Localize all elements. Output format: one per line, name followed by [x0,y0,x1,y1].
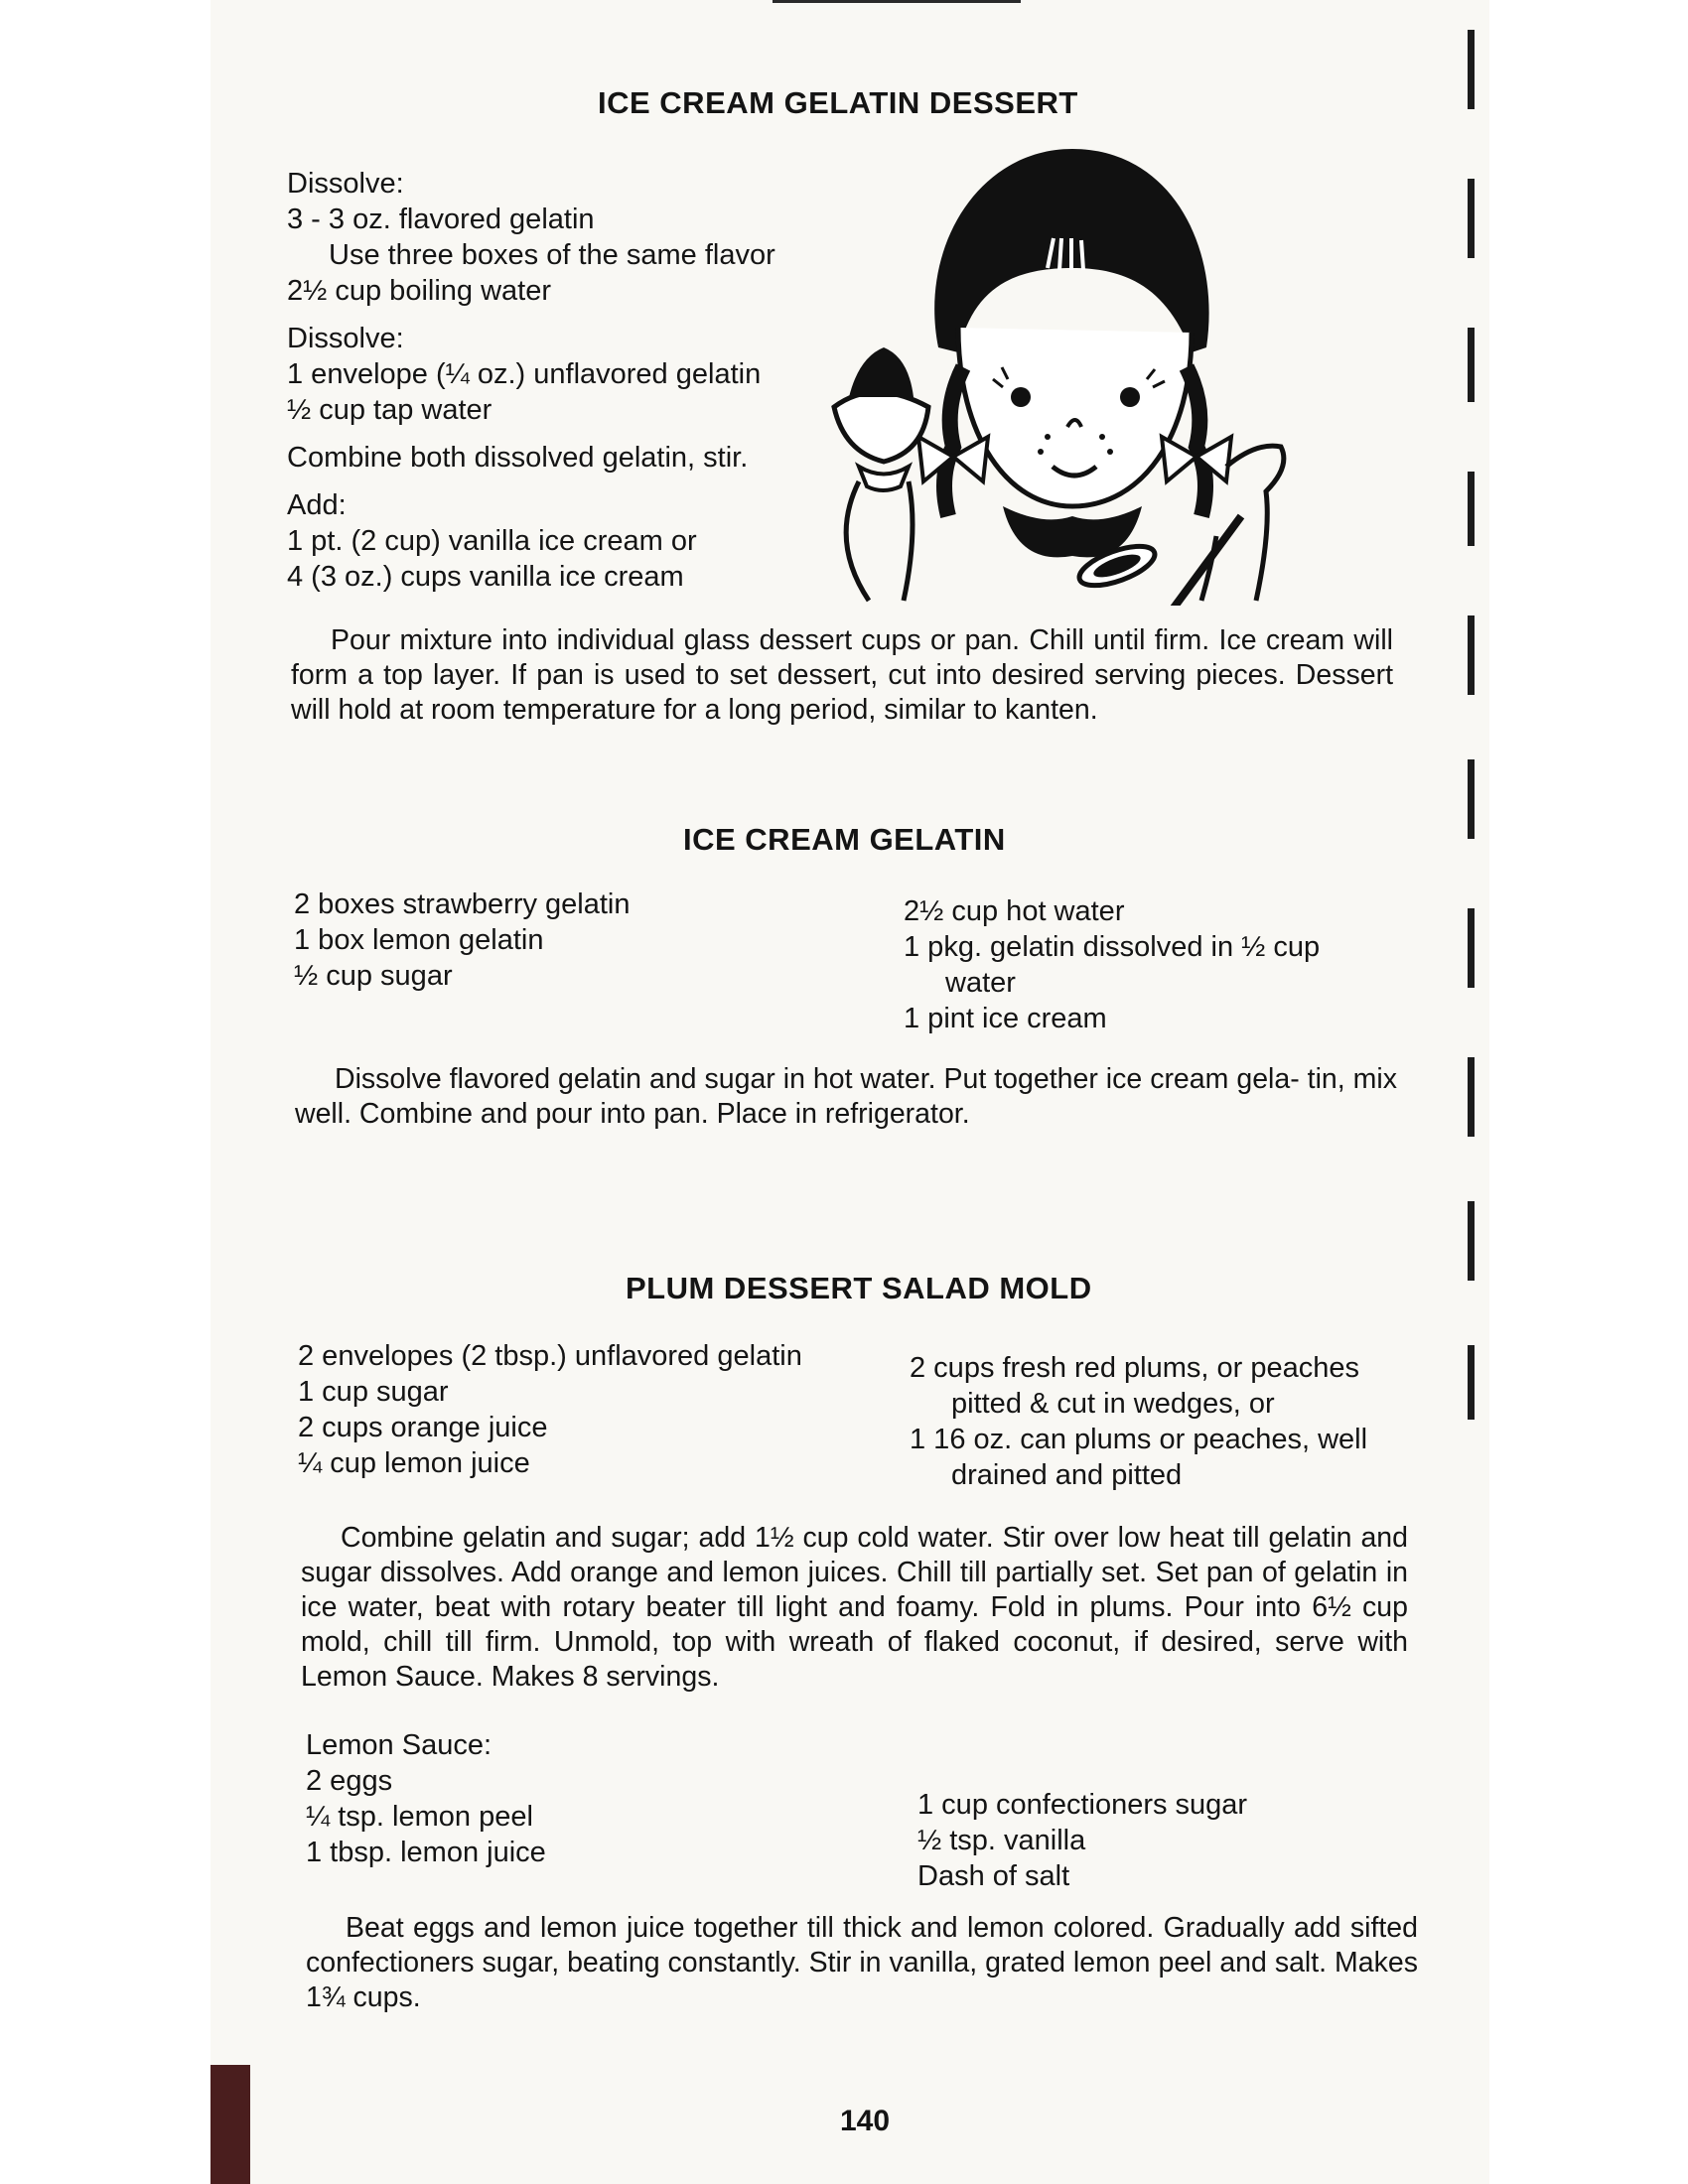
recipe-directions [291,623,1393,728]
ingredient-line: ¼ cup lemon juice [298,1447,530,1479]
recipe-title: PLUM DESSERT SALAD MOLD [626,1271,1092,1305]
ingredient-line: 1 16 oz. can plums or peaches, well [910,1424,1368,1455]
ingredient-line: 2 boxes strawberry gelatin [294,888,631,920]
binding-corner [211,2065,250,2184]
ingredient-line: drained and pitted [951,1459,1183,1491]
ingredient-list-left [294,887,631,994]
ingredient-list [287,166,775,595]
ingredient-line: 1 tbsp. lemon juice [306,1837,546,1868]
ingredient-line: 1 cup sugar [298,1376,449,1408]
ingredient-line: 1 envelope (¼ oz.) unflavored gelatin [287,358,762,390]
index-tab [1468,908,1475,988]
ingredient-line: water [945,967,1016,999]
spacer [287,476,775,487]
recipe-directions [301,1521,1408,1695]
ingredient-line: Dissolve: [287,168,404,200]
recipe-title: ICE CREAM GELATIN DESSERT [598,85,1078,120]
ingredient-line: Lemon Sauce: [306,1729,492,1761]
ingredient-line: Combine both dissolved gelatin, stir. [287,442,749,474]
index-tab [1468,30,1475,109]
ingredient-line: 1 pt. (2 cup) vanilla ice cream or [287,525,697,557]
ingredient-line: ½ cup tap water [287,394,492,426]
ingredient-line: ½ cup sugar [294,960,453,992]
directions-text: Pour mixture into individual glass dessert cups or pan. Chill until firm. Ice cream will form a top layer. If pan is used to set dessert, cut into desired serving pieces. Dessert will hold at room temperature for a long period, similar to kanten. [291,624,1393,726]
ingredient-line: 2 cups orange juice [298,1412,548,1443]
index-tab [1468,328,1475,402]
index-tab [1468,615,1475,695]
recipe-directions [295,1062,1397,1132]
ingredient-line: 1 cup confectioners sugar [917,1789,1248,1821]
ingredient-line: 2 envelopes (2 tbsp.) unflavored gelatin [298,1340,802,1372]
ingredient-list-right [910,1350,1367,1493]
ingredient-line: 4 (3 oz.) cups vanilla ice cream [287,561,684,593]
top-rule [773,0,1021,3]
index-tab [1468,179,1475,258]
ingredient-line: 3 - 3 oz. flavored gelatin [287,204,595,235]
sauce-directions [306,1911,1418,2015]
ingredient-line: 2½ cup hot water [904,895,1125,927]
ingredient-line: 2 eggs [306,1765,393,1797]
ingredient-line: Add: [287,489,347,521]
ingredient-line: 1 pint ice cream [904,1003,1107,1034]
ingredient-line: Dissolve: [287,323,404,354]
ingredient-line: 1 box lemon gelatin [294,924,544,956]
spacer [287,428,775,440]
spacer [287,309,775,321]
index-tab [1468,1201,1475,1281]
index-tab [1468,759,1475,839]
sauce-ingredient-list-right [917,1787,1247,1894]
ingredient-line: 2 cups fresh red plums, or peaches [910,1352,1359,1384]
ingredient-line: Use three boxes of the same flavor [329,239,775,271]
girl-with-dessert-illustration [799,139,1355,606]
page-number: 140 [840,2105,891,2137]
ingredient-line: 1 pkg. gelatin dissolved in ½ cup [904,931,1321,963]
directions-text: Combine gelatin and sugar; add 1½ cup cold water. Stir over low heat till gelatin and sugar dissolves. Add orange and lemon juices. Chill till partially set. Set pan of gelatin in ice water, beat with rotary beater till light and foamy. Fold in plums. Pour into 6½ cup mold, chill till firm. Unmold, top with wreath of flaked coconut, if desired, serve with Lemon Sauce. Makes 8 servings. [301,1522,1408,1693]
ingredient-line: 2½ cup boiling water [287,275,551,307]
ingredient-list-left [298,1338,802,1481]
directions-text: Beat eggs and lemon juice together till thick and lemon colored. Gradually add sifted confectioners sugar, beating constantly. Stir in vanilla, grated lemon peel and salt. Makes 1¾ cups. [306,1912,1418,2013]
recipe-title: ICE CREAM GELATIN [683,822,1006,857]
ingredient-list-right [904,893,1320,1036]
directions-text: Dissolve flavored gelatin and sugar in hot water. Put together ice cream gela- tin, mix well. Combine and pour into pan. Place in refrigerator. [295,1063,1397,1130]
index-tab [1468,472,1475,546]
index-tab [1468,1057,1475,1137]
sauce-ingredient-list-left [306,1727,546,1870]
ingredient-line: pitted & cut in wedges, or [951,1388,1275,1420]
index-tab [1468,1345,1475,1420]
ingredient-line: ¼ tsp. lemon peel [306,1801,533,1833]
ingredient-line: ½ tsp. vanilla [917,1825,1086,1856]
ingredient-line: Dash of salt [917,1860,1070,1892]
